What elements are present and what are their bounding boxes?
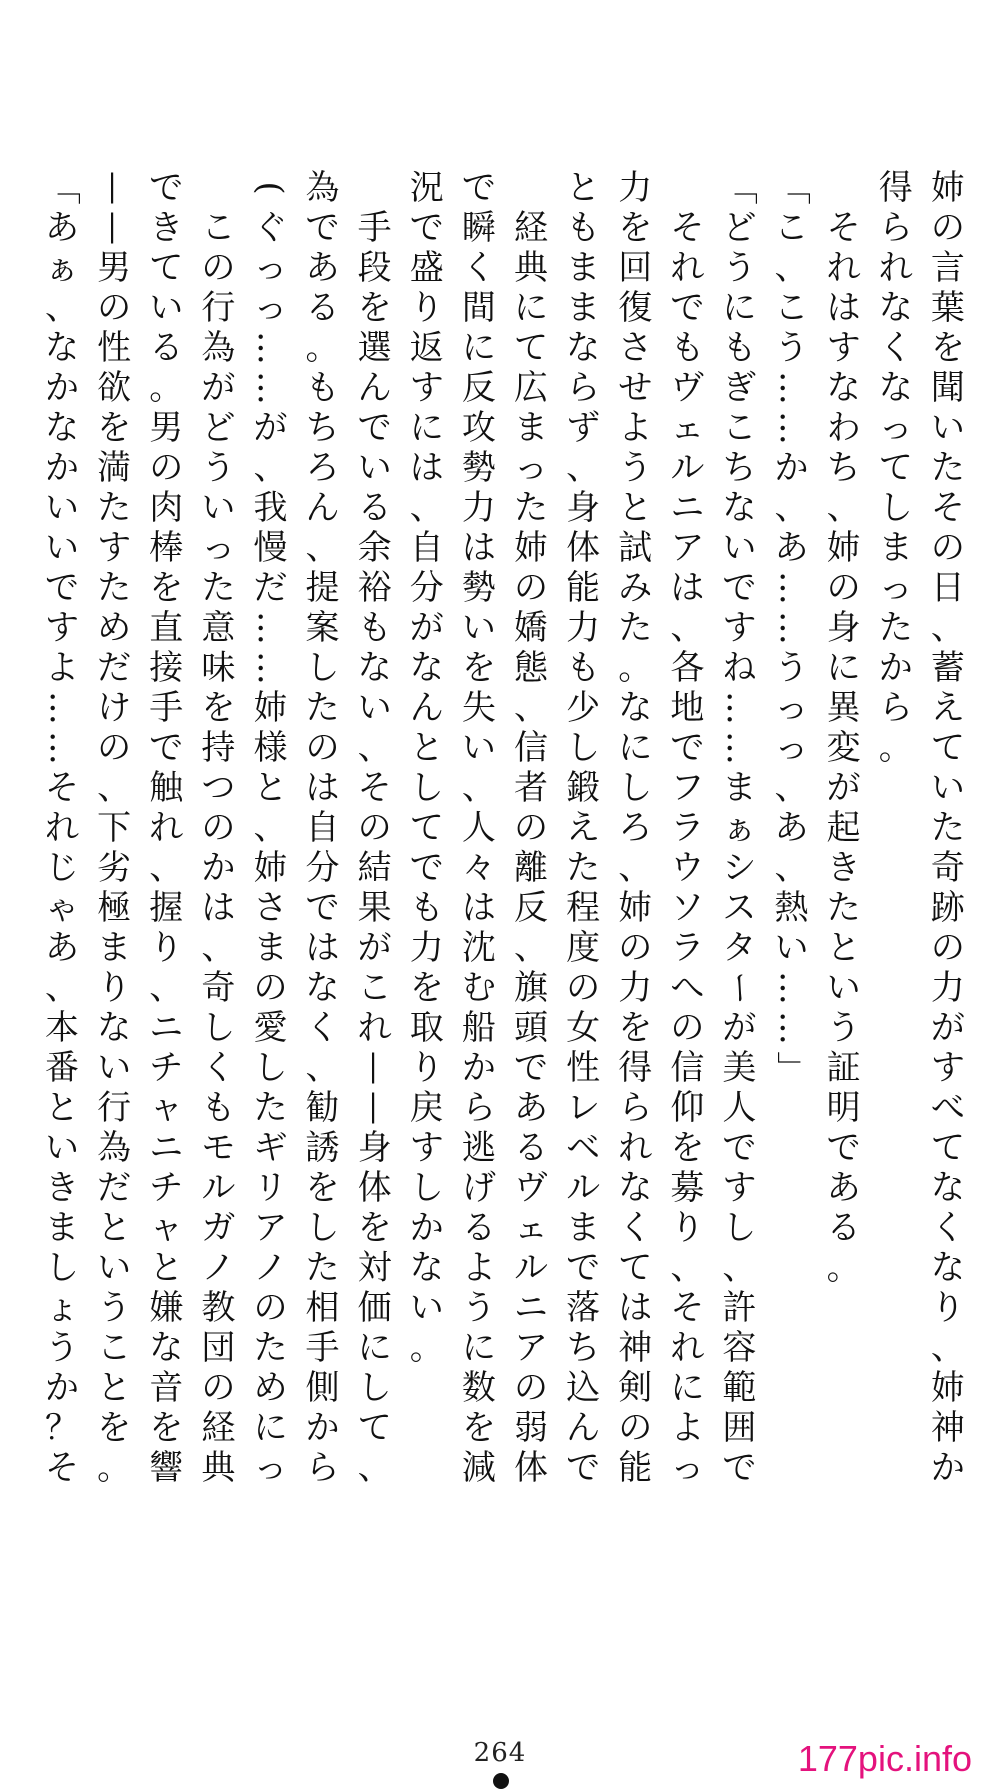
text-line: 「 あ ぁ 、 な か な か い い で す よ … … そ れ じ ゃ あ 、 本 番 と い き ま し ょ う か ？ そ xyxy=(42,171,82,1488)
text-line: こ の 行 為 が ど う い っ た 意 味 を 持 つ の か は 、 奇 し く も モ ル ガ ノ 教 団 の 経 典 xyxy=(201,208,236,1488)
text-line: 「 こ 、 こ う … … か 、 あ … … う っ っ 、 あ 、 熱 い … … 」 xyxy=(771,171,812,1085)
vertical-text-block xyxy=(40,168,970,1488)
text-line: で き て い る 。 男 の 肉 棒 を 直 接 手 で 触 れ 、 握 り 、 ニ チ ャ ニ チ ャ と 嫌 な 音 を 響 xyxy=(149,168,184,1488)
text-line: で 瞬 く 間 に 反 攻 勢 力 は 勢 い を 失 い 、 人 々 は 沈 む 船 か ら 逃 げ る よ う に 数 を 減 xyxy=(461,168,496,1488)
text-line: — — 男 の 性 欲 を 満 た す た め だ け の 、 下 劣 極 ま り な い 行 為 だ と い う こ と を 。 xyxy=(94,171,135,1488)
page-number: 264 xyxy=(473,1738,527,1768)
text-line: 手 段 を 選 ん で い る 余 裕 も な い 、 そ の 結 果 が こ れ — — 身 体 を 対 価 に し て 、 xyxy=(354,208,395,1488)
text-line: 為 で あ る 。 も ち ろ ん 、 提 案 し た の は 自 分 で は な く 、 勧 誘 を し た 相 手 側 か ら xyxy=(305,168,340,1488)
text-line: 得 ら れ な く な っ て し ま っ た か ら 。 xyxy=(878,168,913,768)
text-line: そ れ で も ヴ ェ ル ニ ア は 、 各 地 で フ ラ ウ ソ ラ へ の 信 仰 を 募 り 、 そ れ に よ っ xyxy=(670,208,705,1488)
text-line: 「 ど う に も ぎ こ ち な い で す ね … … ま ぁ シ ス タ ー が 美 人 で す し 、 許 容 範 囲 で xyxy=(719,171,760,1488)
page-dot-icon xyxy=(493,1773,509,1789)
text-line: そ れ は す な わ ち 、 姉 の 身 に 異 変 が 起 き た と い う 証 明 で あ る 。 xyxy=(826,208,861,1288)
text-line: 力 を 回 復 さ せ よ う と 試 み た 。 な に し ろ 、 姉 の 力 を 得 ら れ な く て は 神 剣 の 能 xyxy=(618,168,653,1488)
text-line: 況 で 盛 り 返 す に は 、 自 分 が な ん と し て で も 力 を 取 り 戻 す し か な い 。 xyxy=(409,168,444,1368)
text-line: 経 典 に て 広 ま っ た 姉 の 嬌 態 、 信 者 の 離 反 、 旗 頭 で あ る ヴ ェ ル ニ ア の 弱 体 xyxy=(513,208,548,1488)
watermark-text: 177pic.info xyxy=(797,1738,972,1779)
text-line: と も ま ま な ら ず 、 身 体 能 力 も 少 し 鍛 え た 程 度 の 女 性 レ ベ ル ま で 落 ち 込 ん で xyxy=(566,168,601,1488)
text-line: ( ぐ っ っ … … が 、 我 慢 だ … … 姉 様 と 、 姉 さ ま の 愛 し た ギ リ ア ノ の た め に っ xyxy=(250,181,291,1488)
text-line: 姉 の 言 葉 を 聞 い た そ の 日 、 蓄 え て い た 奇 跡 の 力 が す べ て な く な り 、 姉 神 か xyxy=(930,168,965,1488)
